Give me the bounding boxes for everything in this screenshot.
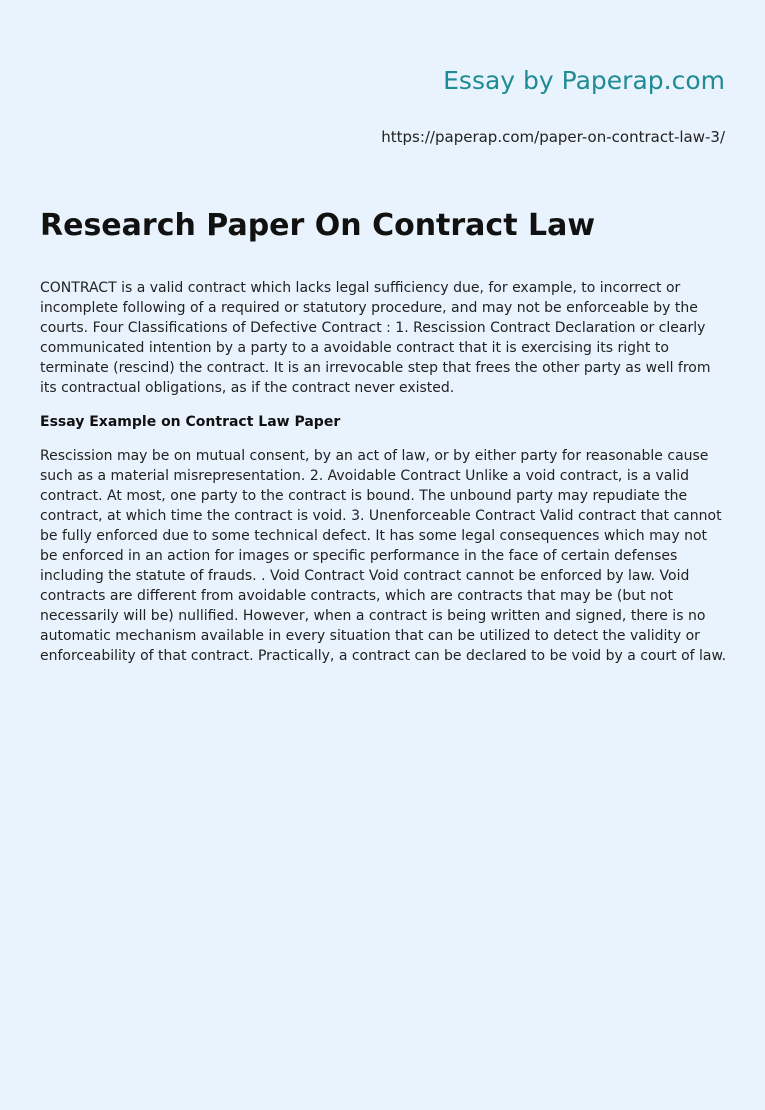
intro-paragraph: CONTRACT is a valid contract which lacks legal sufficiency due, for example, to incorrect or incomplete following of a required or statutory procedure, and may not be enforceable by the courts. Four Classifications of Defective Contract : 1. Rescission Contract Declaration or clearly communicated intention by a party to a avoidable contract that it is exercising its right to terminate (rescind) the contract. It is an irrevocable step that frees the other party as well from its contractual obligations, as if the contract never existed. [40,280,711,396]
article-body [40,278,728,680]
body-paragraph: Rescission may be on mutual consent, by an act of law, or by either party for reasonable cause such as a material misrepresentation. 2. Avoidable Contract Unlike a void contract, is a valid contract. At most, one party to the contract is bound. The unbound party may repudiate the contract, at which time the contract is void. 3. Unenforceable Contract Valid contract that cannot be fully enforced due to some technical defect. It has some legal consequences which may not be enforced in an action for images or specific performance in the face of certain defenses including the statute of frauds. . Void Contract Void contract cannot be enforced by law. Void contracts are different from avoidable contracts, which are contracts that may be (but not necessarily will be) nullified. However, when a contract is being written and signed, there is no automatic mechanism available in every situation that can be utilized to detect the validity or enforceability of that contract. Practically, a contract can be declared to be void by a court of law. [40,448,727,664]
section-subheading: Essay Example on Contract Law Paper [40,414,341,430]
source-url: https://paperap.com/paper-on-contract-law-3/ [381,128,725,146]
page-title: Research Paper On Contract Law [40,208,596,243]
brand-link[interactable]: Essay by Paperap.com [443,66,725,95]
